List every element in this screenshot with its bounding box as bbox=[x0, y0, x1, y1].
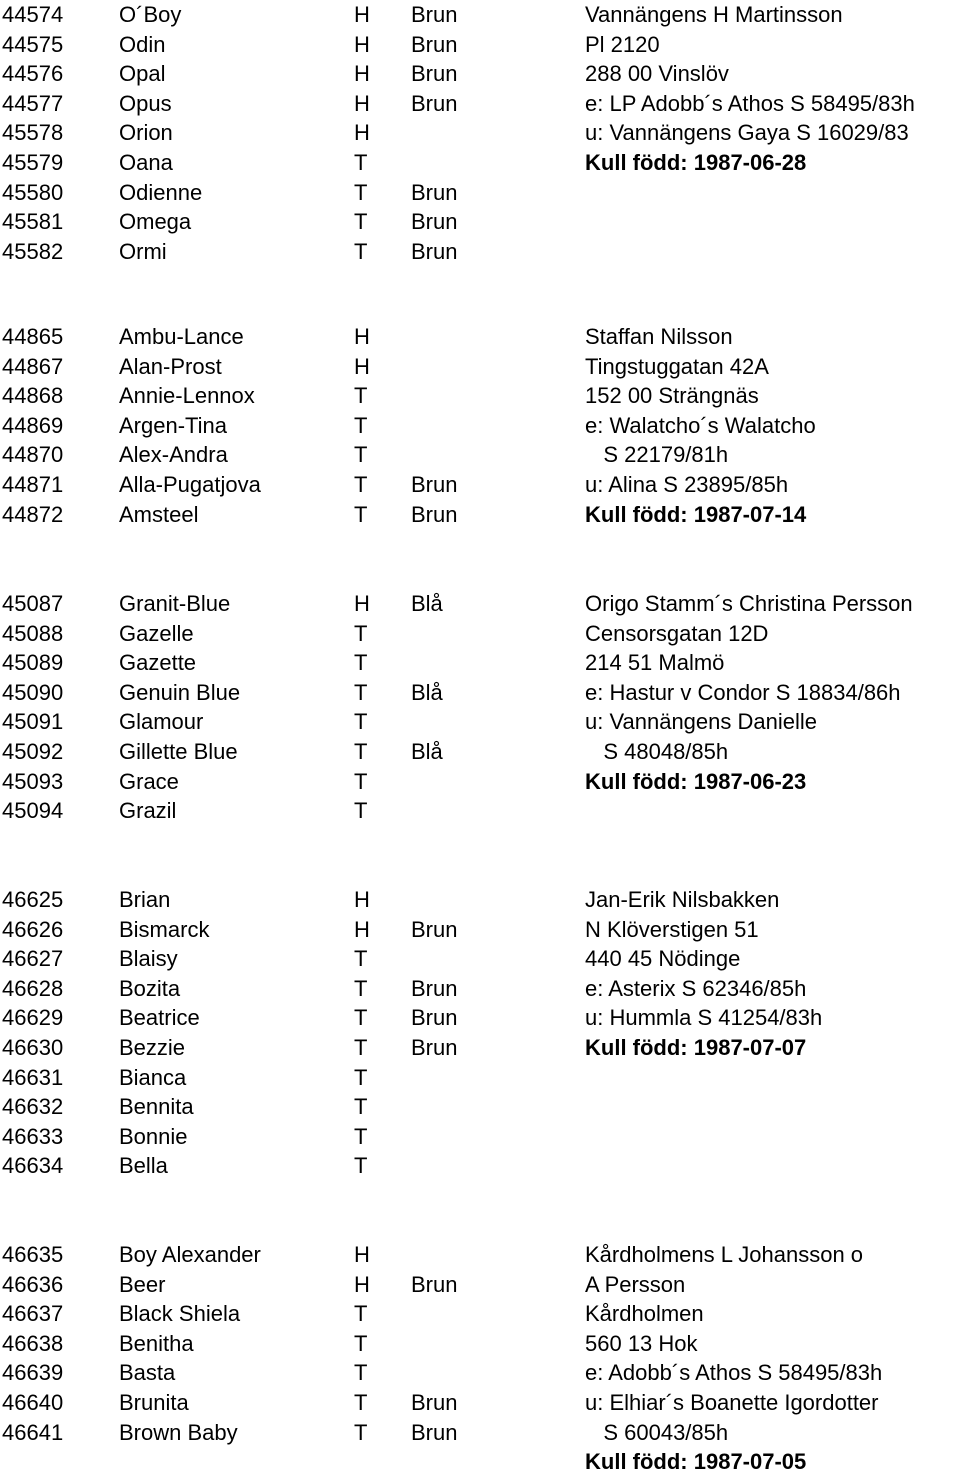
dog-name: Beer bbox=[119, 1271, 166, 1297]
dog-sex: H bbox=[354, 1271, 370, 1297]
registration-number: 44869 bbox=[2, 412, 64, 438]
dog-name: Ambu-Lance bbox=[119, 324, 244, 349]
owner-info: Kårdholmen bbox=[585, 1301, 704, 1327]
table-row bbox=[0, 678, 960, 708]
table-row bbox=[0, 59, 960, 89]
dog-name: Opal bbox=[119, 61, 166, 87]
dog-sex: T bbox=[354, 179, 368, 205]
table-row bbox=[0, 1447, 960, 1477]
dog-sex: H bbox=[354, 31, 370, 57]
dog-color: Brun bbox=[411, 916, 458, 942]
dog-sex: T bbox=[354, 1005, 368, 1031]
owner-info: S 60043/85h bbox=[585, 1419, 729, 1445]
table-row bbox=[0, 915, 960, 945]
registration-number: 45088 bbox=[2, 620, 64, 646]
registration-number: 45092 bbox=[2, 738, 64, 764]
registration-number: 46626 bbox=[2, 916, 64, 942]
dog-name: Annie-Lennox bbox=[119, 383, 255, 409]
registration-number: 46641 bbox=[2, 1419, 64, 1445]
dog-name: Oana bbox=[119, 149, 173, 175]
table-row bbox=[0, 470, 960, 500]
litter-block bbox=[0, 589, 960, 826]
registration-number: 44867 bbox=[2, 353, 64, 379]
dog-name: Bennita bbox=[119, 1094, 194, 1120]
table-row bbox=[0, 737, 960, 767]
table-row bbox=[0, 1122, 960, 1152]
registration-number: 45579 bbox=[2, 149, 64, 175]
registration-number: 45580 bbox=[2, 179, 64, 205]
registration-number: 46625 bbox=[2, 887, 64, 912]
registration-number: 44865 bbox=[2, 324, 64, 349]
registration-number: 46636 bbox=[2, 1271, 64, 1297]
registration-number: 46628 bbox=[2, 975, 64, 1001]
owner-info: Kull född: 1987-07-14 bbox=[585, 501, 807, 527]
dog-sex: H bbox=[354, 61, 370, 87]
table-row bbox=[0, 1092, 960, 1122]
registration-number: 45094 bbox=[2, 798, 64, 824]
registration-number: 45581 bbox=[2, 209, 64, 235]
dog-name: Brian bbox=[119, 887, 171, 912]
owner-info: e: Adobb´s Athos S 58495/83h bbox=[585, 1360, 883, 1386]
dog-name: Boy Alexander bbox=[119, 1242, 261, 1267]
registration-number: 46637 bbox=[2, 1301, 64, 1327]
dog-sex: T bbox=[354, 679, 368, 705]
dog-name: Glamour bbox=[119, 709, 204, 735]
dog-color: Brun bbox=[411, 471, 458, 497]
dog-sex: T bbox=[354, 975, 368, 1001]
owner-info: Tingstuggatan 42A bbox=[585, 353, 769, 379]
owner-info: u: Elhiar´s Boanette Igordotter bbox=[585, 1389, 879, 1415]
owner-info: Pl 2120 bbox=[585, 31, 660, 57]
dog-sex: T bbox=[354, 1360, 368, 1386]
registration-number: 44575 bbox=[2, 31, 64, 57]
owner-info: 214 51 Malmö bbox=[585, 650, 725, 676]
dog-color: Brun bbox=[411, 2, 458, 27]
litter-block bbox=[0, 885, 960, 1181]
owner-info: e: Asterix S 62346/85h bbox=[585, 975, 807, 1001]
owner-info: Vannängens H Martinsson bbox=[585, 2, 843, 27]
table-row bbox=[0, 1151, 960, 1181]
dog-name: Grace bbox=[119, 768, 179, 794]
dog-color: Brun bbox=[411, 61, 458, 87]
owner-info: 152 00 Strängnäs bbox=[585, 383, 759, 409]
registration-number: 44574 bbox=[2, 2, 64, 27]
owner-info: Censorsgatan 12D bbox=[585, 620, 769, 646]
dog-name: Bezzie bbox=[119, 1034, 186, 1060]
registration-number: 46635 bbox=[2, 1242, 64, 1267]
table-row bbox=[0, 1388, 960, 1418]
dog-name: Orion bbox=[119, 120, 173, 146]
owner-info: Kull född: 1987-06-23 bbox=[585, 768, 807, 794]
dog-sex: T bbox=[354, 1301, 368, 1327]
dog-name: Bella bbox=[119, 1153, 168, 1179]
owner-info: S 22179/81h bbox=[585, 442, 729, 468]
dog-name: Brunita bbox=[119, 1389, 189, 1415]
owner-info: e: Hastur v Condor S 18834/86h bbox=[585, 679, 901, 705]
dog-sex: T bbox=[354, 1153, 368, 1179]
dog-sex: T bbox=[354, 149, 368, 175]
dog-sex: H bbox=[354, 916, 370, 942]
litter-block bbox=[0, 0, 960, 266]
dog-sex: H bbox=[354, 887, 370, 912]
registration-number: 46639 bbox=[2, 1360, 64, 1386]
dog-name: Alla-Pugatjova bbox=[119, 471, 261, 497]
dog-color: Brun bbox=[411, 209, 458, 235]
registration-number: 44871 bbox=[2, 471, 64, 497]
table-row bbox=[0, 796, 960, 826]
dog-name: Argen-Tina bbox=[119, 412, 228, 438]
dog-name: Gazette bbox=[119, 650, 197, 676]
table-row bbox=[0, 500, 960, 530]
dog-sex: T bbox=[354, 946, 368, 972]
owner-info: u: Hummla S 41254/83h bbox=[585, 1005, 823, 1031]
registration-number: 46633 bbox=[2, 1123, 64, 1149]
dog-color: Brun bbox=[411, 1271, 458, 1297]
table-row bbox=[0, 648, 960, 678]
dog-color: Brun bbox=[411, 501, 458, 527]
registration-number: 46634 bbox=[2, 1153, 64, 1179]
table-row bbox=[0, 619, 960, 649]
table-row bbox=[0, 1299, 960, 1329]
table-row bbox=[0, 1240, 960, 1270]
litter-block bbox=[0, 322, 960, 529]
dog-sex: T bbox=[354, 1123, 368, 1149]
registration-number: 44868 bbox=[2, 383, 64, 409]
dog-color: Brun bbox=[411, 1419, 458, 1445]
table-row bbox=[0, 89, 960, 119]
dog-color: Brun bbox=[411, 238, 458, 264]
registration-number: 45090 bbox=[2, 679, 64, 705]
dog-sex: H bbox=[354, 353, 370, 379]
dog-name: Gillette Blue bbox=[119, 738, 238, 764]
table-row bbox=[0, 30, 960, 60]
table-row bbox=[0, 178, 960, 208]
dog-name: Basta bbox=[119, 1360, 176, 1386]
dog-sex: H bbox=[354, 1242, 370, 1267]
owner-info: Kull född: 1987-06-28 bbox=[585, 149, 807, 175]
table-row bbox=[0, 885, 960, 915]
dog-name: Brown Baby bbox=[119, 1419, 238, 1445]
dog-name: Alex-Andra bbox=[119, 442, 228, 468]
table-row bbox=[0, 440, 960, 470]
registration-number: 45089 bbox=[2, 650, 64, 676]
dog-name: Bonnie bbox=[119, 1123, 188, 1149]
table-row bbox=[0, 589, 960, 619]
table-row bbox=[0, 322, 960, 352]
dog-color: Brun bbox=[411, 1389, 458, 1415]
table-row bbox=[0, 352, 960, 382]
owner-info: e: Walatcho´s Walatcho bbox=[585, 412, 816, 438]
table-row bbox=[0, 1418, 960, 1448]
dog-sex: T bbox=[354, 768, 368, 794]
dog-sex: H bbox=[354, 90, 370, 116]
dog-sex: T bbox=[354, 709, 368, 735]
dog-sex: T bbox=[354, 1389, 368, 1415]
dog-sex: H bbox=[354, 591, 370, 616]
owner-info: u: Alina S 23895/85h bbox=[585, 471, 789, 497]
registration-number: 46630 bbox=[2, 1034, 64, 1060]
dog-name: Genuin Blue bbox=[119, 679, 241, 705]
dog-name: Black Shiela bbox=[119, 1301, 241, 1327]
dog-sex: T bbox=[354, 471, 368, 497]
dog-name: Bismarck bbox=[119, 916, 210, 942]
dog-sex: H bbox=[354, 120, 370, 146]
dog-color: Brun bbox=[411, 1005, 458, 1031]
dog-sex: T bbox=[354, 620, 368, 646]
table-row bbox=[0, 1358, 960, 1388]
owner-info: S 48048/85h bbox=[585, 738, 729, 764]
dog-sex: T bbox=[354, 1419, 368, 1445]
dog-sex: T bbox=[354, 238, 368, 264]
table-row bbox=[0, 0, 960, 30]
dog-sex: H bbox=[354, 324, 370, 349]
table-row bbox=[0, 118, 960, 148]
owner-info: N Klöverstigen 51 bbox=[585, 916, 759, 942]
dog-name: O´Boy bbox=[119, 2, 182, 27]
owner-info: 440 45 Nödinge bbox=[585, 946, 741, 972]
table-row bbox=[0, 237, 960, 267]
table-row bbox=[0, 707, 960, 737]
dog-name: Bianca bbox=[119, 1064, 187, 1090]
owner-info: 560 13 Hok bbox=[585, 1330, 698, 1356]
dog-name: Ormi bbox=[119, 238, 167, 264]
dog-name: Alan-Prost bbox=[119, 353, 222, 379]
dog-name: Amsteel bbox=[119, 501, 199, 527]
dog-name: Granit-Blue bbox=[119, 591, 231, 616]
dog-sex: T bbox=[354, 1034, 368, 1060]
table-row bbox=[0, 767, 960, 797]
registration-number: 44577 bbox=[2, 90, 64, 116]
dog-sex: T bbox=[354, 442, 368, 468]
owner-info: e: LP Adobb´s Athos S 58495/83h bbox=[585, 90, 915, 116]
dog-color: Blå bbox=[411, 591, 443, 616]
litter-block bbox=[0, 1240, 960, 1477]
registration-number: 46627 bbox=[2, 946, 64, 972]
dog-name: Beatrice bbox=[119, 1005, 200, 1031]
dog-sex: T bbox=[354, 1064, 368, 1090]
table-row bbox=[0, 381, 960, 411]
registration-number: 45093 bbox=[2, 768, 64, 794]
owner-info: A Persson bbox=[585, 1271, 686, 1297]
registration-number: 45582 bbox=[2, 238, 64, 264]
dog-name: Odienne bbox=[119, 179, 203, 205]
dog-name: Benitha bbox=[119, 1330, 194, 1356]
table-row bbox=[0, 974, 960, 1004]
dog-sex: T bbox=[354, 1330, 368, 1356]
dog-sex: T bbox=[354, 738, 368, 764]
dog-sex: T bbox=[354, 798, 368, 824]
dog-sex: H bbox=[354, 2, 370, 27]
dog-name: Opus bbox=[119, 90, 172, 116]
dog-sex: T bbox=[354, 650, 368, 676]
dog-name: Omega bbox=[119, 209, 192, 235]
owner-info: Kårdholmens L Johansson o bbox=[585, 1242, 864, 1267]
dog-color: Blå bbox=[411, 679, 443, 705]
dog-sex: T bbox=[354, 383, 368, 409]
registration-number: 46640 bbox=[2, 1389, 64, 1415]
dog-sex: T bbox=[354, 1094, 368, 1120]
dog-name: Blaisy bbox=[119, 946, 178, 972]
table-row bbox=[0, 1329, 960, 1359]
dog-name: Grazil bbox=[119, 798, 177, 824]
dog-sex: T bbox=[354, 209, 368, 235]
table-row bbox=[0, 148, 960, 178]
table-row bbox=[0, 1003, 960, 1033]
registration-number: 44872 bbox=[2, 501, 64, 527]
dog-sex: T bbox=[354, 501, 368, 527]
owner-info: u: Vannängens Danielle bbox=[585, 709, 817, 735]
owner-info: Kull född: 1987-07-05 bbox=[585, 1449, 807, 1475]
dog-color: Brun bbox=[411, 31, 458, 57]
registration-number: 44870 bbox=[2, 442, 64, 468]
registration-number: 45091 bbox=[2, 709, 64, 735]
table-row bbox=[0, 1063, 960, 1093]
table-row bbox=[0, 411, 960, 441]
registration-number: 46638 bbox=[2, 1330, 64, 1356]
dog-color: Blå bbox=[411, 738, 443, 764]
dog-color: Brun bbox=[411, 90, 458, 116]
dog-name: Gazelle bbox=[119, 620, 194, 646]
dog-color: Brun bbox=[411, 1034, 458, 1060]
registration-number: 45087 bbox=[2, 591, 64, 616]
table-row bbox=[0, 1270, 960, 1300]
dog-name: Bozita bbox=[119, 975, 181, 1001]
registration-number: 46629 bbox=[2, 1005, 64, 1031]
table-row bbox=[0, 944, 960, 974]
registration-number: 45578 bbox=[2, 120, 64, 146]
dog-color: Brun bbox=[411, 179, 458, 205]
table-row bbox=[0, 207, 960, 237]
table-row bbox=[0, 1033, 960, 1063]
owner-info: u: Vannängens Gaya S 16029/83 bbox=[585, 120, 909, 146]
owner-info: Origo Stamm´s Christina Persson bbox=[585, 591, 913, 616]
owner-info: Staffan Nilsson bbox=[585, 324, 733, 349]
owner-info: Kull född: 1987-07-07 bbox=[585, 1034, 807, 1060]
dog-sex: T bbox=[354, 412, 368, 438]
dog-name: Odin bbox=[119, 31, 166, 57]
owner-info: 288 00 Vinslöv bbox=[585, 61, 729, 87]
owner-info: Jan-Erik Nilsbakken bbox=[585, 887, 780, 912]
registration-number: 44576 bbox=[2, 61, 64, 87]
registration-number: 46632 bbox=[2, 1094, 64, 1120]
registration-number: 46631 bbox=[2, 1064, 64, 1090]
dog-color: Brun bbox=[411, 975, 458, 1001]
